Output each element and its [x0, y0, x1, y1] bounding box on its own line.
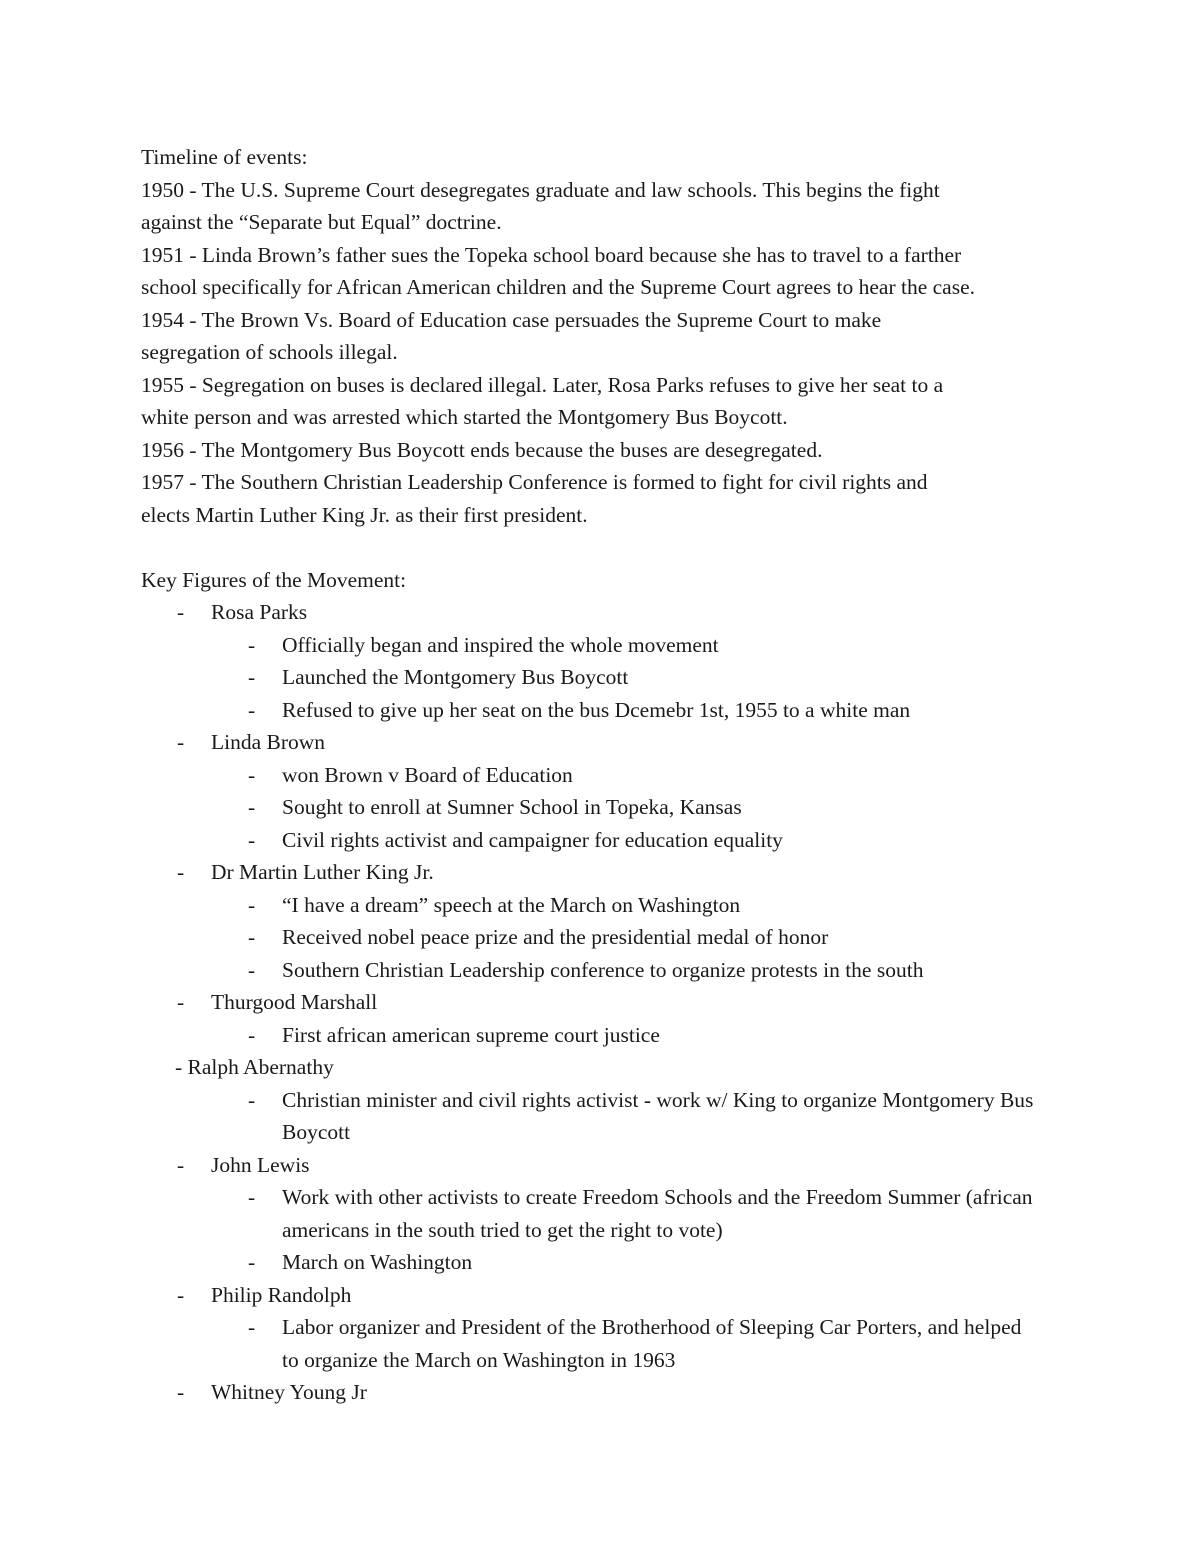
figure-note-text: Southern Christian Leadership conference to organize protests in the south	[282, 957, 924, 982]
figures-heading: Key Figures of the Movement:	[141, 567, 407, 592]
figure-note-text: March on Washington	[282, 1250, 473, 1274]
figure-note-text: Officially began and inspired the whole movement	[282, 632, 719, 657]
bullet-dash: -	[248, 697, 256, 722]
bullet-dash: -	[177, 860, 185, 884]
figure-name: Thurgood Marshall	[211, 990, 378, 1014]
document-page	[141, 141, 1071, 1409]
figure-name: Rosa Parks	[211, 600, 308, 624]
figure-note-text: “I have a dream” speech at the March on Washington	[282, 892, 741, 917]
timeline-line: white person and was arrested which started the Montgomery Bus Boycott.	[141, 405, 788, 429]
figure-note-text: Labor organizer and President of the Brotherhood of Sleeping Car Porters, and helped to organize the March on Washington in 1963	[282, 1315, 1022, 1372]
figure-name: John Lewis	[211, 1152, 310, 1177]
figure-note	[141, 889, 1071, 922]
figure-item	[141, 1051, 1071, 1084]
figure-note	[141, 791, 1071, 824]
bullet-dash: -	[177, 990, 185, 1014]
figure-item	[141, 856, 1071, 889]
bullet-dash: -	[248, 925, 256, 949]
figure-item	[141, 986, 1071, 1019]
figure-name: Dr Martin Luther King Jr.	[211, 860, 434, 884]
bullet-dash: -	[248, 1185, 256, 1209]
figure-item	[141, 1376, 1071, 1409]
figure-note	[141, 954, 1071, 987]
figure-note	[141, 1084, 1071, 1149]
figure-note-text: Received nobel peace prize and the presidential medal of honor	[282, 925, 829, 949]
figure-name: Whitney Young Jr	[211, 1380, 367, 1404]
figure-note	[141, 1181, 1071, 1246]
section-gap	[141, 531, 1071, 564]
bullet-dash: -	[248, 1315, 256, 1339]
bullet-dash: -	[248, 1087, 256, 1112]
figure-note	[141, 629, 1071, 662]
figure-note	[141, 759, 1071, 792]
timeline-line: 1957 - The Southern Christian Leadership Conference is formed to fight for civil rights and	[141, 470, 928, 494]
bullet-dash: -	[248, 632, 256, 657]
bullet-dash: -	[177, 1152, 185, 1177]
timeline-line: elects Martin Luther King Jr. as their first president.	[141, 502, 588, 527]
bullet-dash: -	[248, 762, 256, 787]
figure-note-text: First african american supreme court justice	[282, 1022, 660, 1047]
timeline-line: segregation of schools illegal.	[141, 340, 398, 364]
figure-note-text: Launched the Montgomery Bus Boycott	[282, 665, 629, 689]
figure-note-text: Christian minister and civil rights activist - work w/ King to organize Montgomery Bus Boycott	[282, 1087, 1034, 1144]
figure-note	[141, 1311, 1071, 1376]
figure-note-text: won Brown v Board of Education	[282, 762, 573, 787]
figure-note	[141, 921, 1071, 954]
figure-item	[141, 1279, 1071, 1312]
figure-item	[141, 596, 1071, 629]
timeline-heading: Timeline of events:	[141, 145, 308, 169]
timeline-line: against the “Separate but Equal” doctrine.	[141, 210, 502, 234]
bullet-dash: -	[248, 957, 256, 982]
bullet-dash: -	[248, 795, 256, 819]
figure-note	[141, 1019, 1071, 1052]
timeline-line: 1955 - Segregation on buses is declared illegal. Later, Rosa Parks refuses to give her seat to a	[141, 372, 944, 397]
bullet-dash: -	[248, 892, 256, 917]
bullet-dash: -	[177, 730, 185, 754]
figure-name: Philip Randolph	[211, 1282, 352, 1307]
bullet-dash: -	[248, 1022, 256, 1047]
figure-name: Linda Brown	[211, 730, 326, 754]
bullet-dash: -	[177, 1282, 185, 1307]
bullet-dash: -	[248, 665, 256, 689]
figure-item	[141, 1149, 1071, 1182]
figure-note	[141, 1246, 1071, 1279]
figure-note-text: Work with other activists to create Freedom Schools and the Freedom Summer (african americans in the south tried to get the right to vote)	[282, 1185, 1033, 1242]
timeline-line: 1951 - Linda Brown’s father sues the Topeka school board because she has to travel to a farther	[141, 242, 962, 267]
figure-name: - Ralph Abernathy	[175, 1055, 334, 1079]
timeline-line: 1950 - The U.S. Supreme Court desegregates graduate and law schools. This begins the fight	[141, 177, 940, 202]
bullet-dash: -	[248, 1250, 256, 1274]
bullet-dash: -	[248, 827, 256, 852]
figure-item	[141, 726, 1071, 759]
figure-note	[141, 824, 1071, 857]
timeline-line: 1954 - The Brown Vs. Board of Education case persuades the Supreme Court to make	[141, 307, 882, 332]
timeline-line: 1956 - The Montgomery Bus Boycott ends because the buses are desegregated.	[141, 437, 823, 462]
figure-note	[141, 661, 1071, 694]
figure-note-text: Civil rights activist and campaigner for education equality	[282, 827, 783, 852]
figure-note	[141, 694, 1071, 727]
timeline-line: school specifically for African American children and the Supreme Court agrees to hear the case.	[141, 275, 975, 299]
bullet-dash: -	[177, 1380, 185, 1404]
figure-note-text: Refused to give up her seat on the bus Dcemebr 1st, 1955 to a white man	[282, 697, 911, 722]
bullet-dash: -	[177, 600, 185, 624]
figure-note-text: Sought to enroll at Sumner School in Topeka, Kansas	[282, 795, 742, 819]
